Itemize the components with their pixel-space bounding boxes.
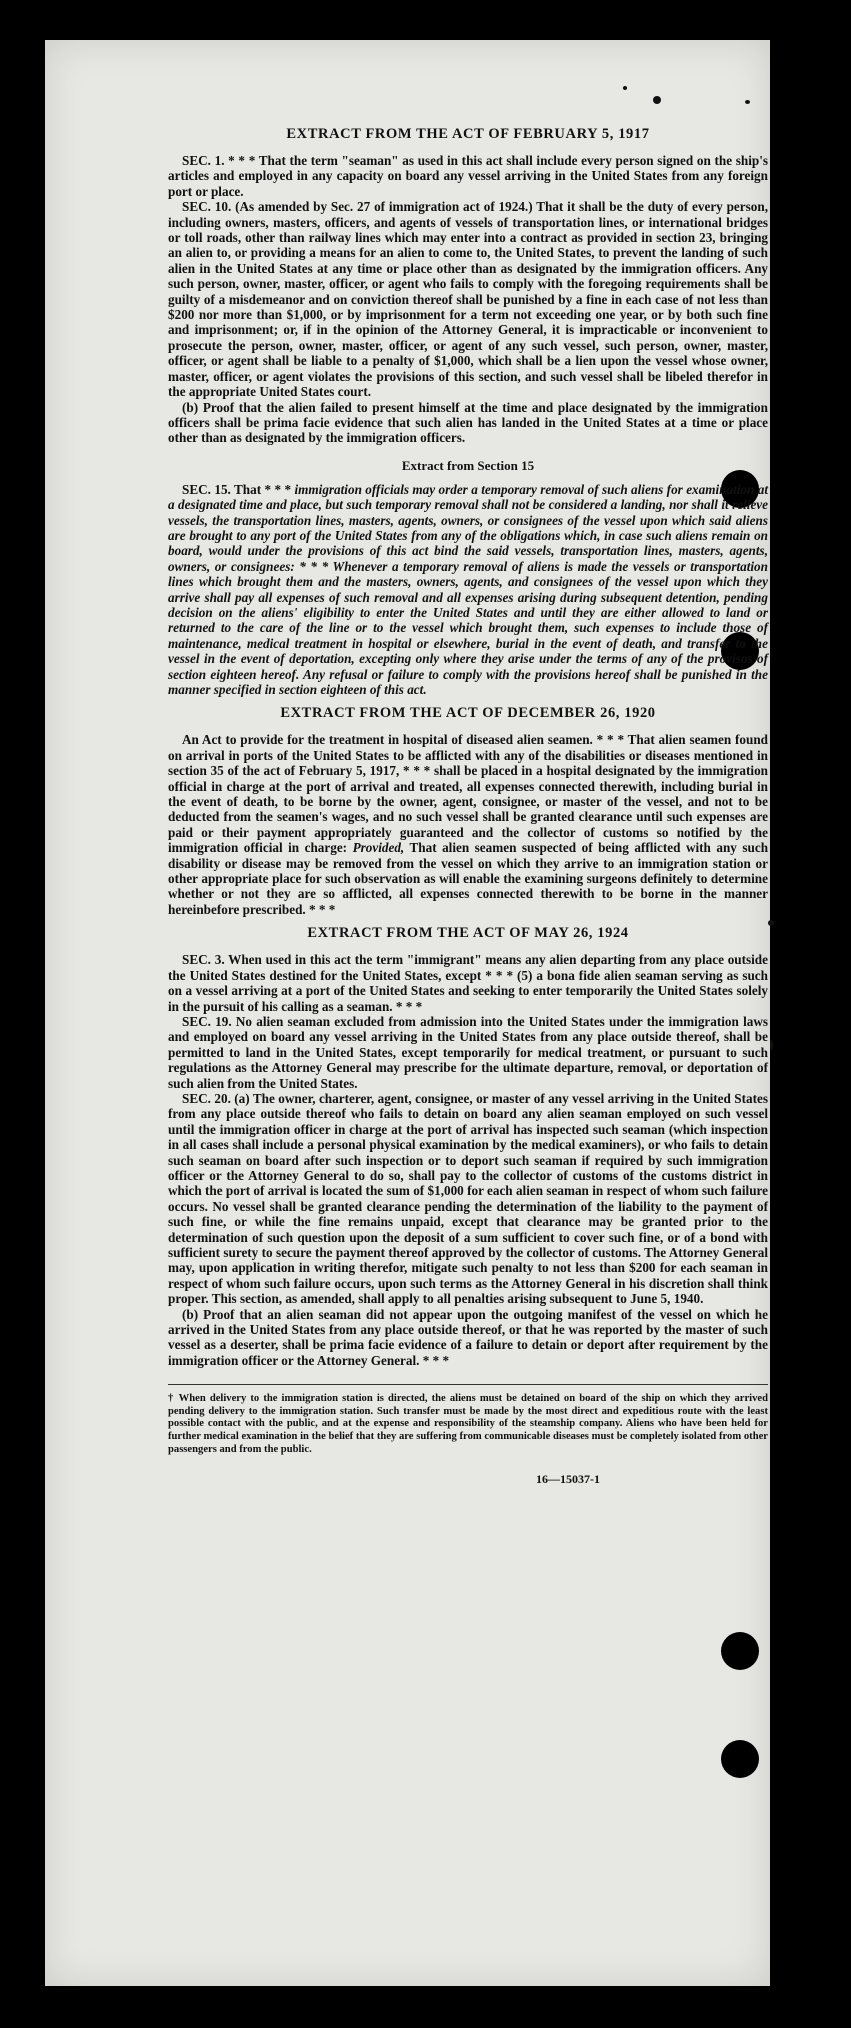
sec-1-paragraph: SEC. 1. * * * That the term "seaman" as used in this act shall include every person signed on the ship's articles and employed in any capacity on board any vessel arriving in the United States from any foreign port or place. [168, 153, 768, 199]
section-15-heading: Extract from Section 15 [401, 457, 535, 473]
act-1920-text: An Act to provide for the treatment in hospital of diseased alien seamen. * * * That alien seamen found on arrival in ports of the United States to be afflicted with any of the disabilities or diseases mentioned in section 35 of the act of February 5, 1917, * * * shall be placed in a hospital designated by the immigration official in charge at the port of arrival and treated, all expenses connected therewith, including burial in the event of death, to be borne by the owner, agent, consignee, or master of the vessel, and not to be deducted from the seamen's wages, and no such vessel shall be granted clearance until such expenses are paid or their payment appropriately guaranteed and the collector of customs so notified by the immigration official in charge: [168, 732, 768, 856]
form-code: 16—15037-1 [536, 1472, 600, 1487]
sec-15-paragraph [168, 482, 768, 698]
punch-hole [721, 1632, 759, 1670]
punch-hole [721, 1740, 759, 1778]
document-page [45, 40, 770, 1986]
provided-label: Provided, [352, 840, 405, 856]
act-1920-paragraph [168, 732, 768, 917]
sec-3-paragraph: SEC. 3. When used in this act the term "immigrant" means any alien departing from any place outside the United States destined for the United States, except * * * (5) a bona fide alien seaman serving as such on a vessel arriving at a port of the United States and seeking to enter temporarily the United States solely in the pursuit of his calling as a seaman. * * * [168, 952, 768, 1014]
act-1920-text-end: That alien seamen suspected of being afflicted with any such disability or disease may be removed from the vessel on which they arrive to an immigration station or other appropriate place for such observation as will enable the examining surgeons definitely to determine whether or not they are so afflicted, all expenses connected therewith to be borne in the manner hereinbefore prescribed. * * * [168, 840, 769, 917]
speck [768, 920, 774, 926]
sec-20-a-paragraph: SEC. 20. (a) The owner, charterer, agent, consignee, or master of any vessel arriving in the United States from any place outside thereof who fails to detain on board any alien seaman employed on such vessel until the immigration officer in charge at the port of arrival has inspected such seaman (which inspection in all cases shall include a personal physical examination by the medical examiners), or who fails to detain such seaman on board after such inspection or to deport such seaman if required by such immigration officer or the Attorney General to do so, shall pay to the collector of customs of the customs district in which the port of arrival is located the sum of $1,000 for each alien seaman in respect of whom such failure occurs. No vessel shall be granted clearance pending the determination of the liability to the payment of such fine, or while the fine remains unpaid, except that clearance may be granted prior to the determination of such question upon the deposit of a sum sufficient to cover such fine, or of a bond with sufficient surety to secure the payment thereof approved by the collector of customs. The Attorney General may, upon application in writing therefor, mitigate such penalty to not less than $200 for each seaman in respect of whom such failure occurs, upon such terms as the Attorney General in his discretion shall think proper. This section, as amended, shall apply to all penalties arising subsequent to June 5, 1940. [168, 1090, 768, 1307]
heading-1924: EXTRACT FROM THE ACT OF MAY 26, 1924 [307, 925, 629, 942]
footnote: † When delivery to the immigration station is directed, the aliens must be detained on board of the ship on which they arrived pending delivery to the immigration station. Such transfer must be made by the most direct and expeditious route with the least possible contact with the public, and at the expense and responsibility of the steamship company. Aliens who have been held for further medical examination in the belief that they are suffering from communicable diseases must be completely isolated from other passengers and from the public. [168, 1384, 768, 1456]
sec-19-paragraph: SEC. 19. No alien seaman excluded from admission into the United States under the immigration laws and employed on board any vessel arriving in the United States from any place outside thereof, shall be permitted to land in the United States, except temporarily for medical treatment, or pursuant to such regulations as the Attorney General may prescribe for the ultimate departure, removal, or deportation of such alien from the United States. [168, 1013, 768, 1091]
sec-10-b-paragraph: (b) Proof that the alien failed to present himself at the time and place designated by the immigration officers shall be prima facie evidence that such alien has landed in the United States at a time or place other than as designated by the immigration officers. [168, 399, 768, 446]
sec-15-text: immigration officials may order a temporary removal of such aliens for examination at a designated time and place, but such temporary removal shall not be considered a landing, nor shall it relieve vessels, the transportation lines, masters, agents, owners, or consignees of the vessel upon which said aliens are brought to any port of the United States from any of the obligations which, in case such aliens remain on board, would under the provisions of this act bind the said vessels, transportation lines, masters, agents, owners, or consignees: * * * Whenever a temporary removal of aliens is made the vessels or transportation lines which brought them and the masters, owners, agents, and consignees of the vessel upon which they arrive shall pay all expenses of such removal and all expenses arising during subsequent detention, pending decision on the aliens' eligibility to enter the United States and until they are either allowed to land or returned to the care of the line or to the vessel which brought them, such expenses to include those of maintenance, medical treatment in hospital or elsewhere, burial in the event of death, and transfer to the vessel in the event of deportation, excepting only where they arise under the terms of any of the provisos of section eighteen hereof. Any refusal or failure to comply with the provisions hereof shall be punished in the manner specified in section eighteen of this act. [168, 481, 768, 697]
sec-10-paragraph: SEC. 10. (As amended by Sec. 27 of immigration act of 1924.) That it shall be the duty of every person, including owners, masters, officers, and agents of vessels of transportation lines, or international bridges or toll roads, other than railway lines which may enter into a contract as provided in section 23, bringing an alien to, or providing a means for an alien to come to, the United States, to prevent the landing of such alien in the United States at any time or place other than as designated by the immigration officers. Any such person, owner, master, officer, or agent who fails to comply with the foregoing requirements shall be guilty of a misdemeanor and on conviction thereof shall be punished by a fine in each case of not less than $200 nor more than $1,000, or by imprisonment for a term not exceeding one year, or by both such fine and imprisonment; or, if in the opinion of the Attorney General, it is impracticable or inconvenient to prosecute the person, owner, master, officer, or agent of any such vessel, such person, owner, master, officer, or agent shall be liable to a penalty of $1,000, which shall be a lien upon the vessel whose owner, master, officer, or agent violates the provisions of this section, and such vessel shall be libeled therefor in the appropriate United States court. [168, 199, 768, 400]
speck [745, 100, 750, 104]
speck [623, 86, 627, 90]
heading-1920: EXTRACT FROM THE ACT OF DECEMBER 26, 1920 [280, 705, 656, 722]
sec-20-b-paragraph: (b) Proof that an alien seaman did not appear upon the outgoing manifest of the vessel on which he arrived in the United States from any place outside thereof, or that he was reported by the master of such vessel as a deserter, shall be prima facie evidence of a failure to detain or deport after requirement by the immigration officer or the Attorney General. * * * [168, 1306, 768, 1368]
document-body [168, 118, 768, 1487]
sec-15-lead: SEC. 15. That * * * [182, 481, 292, 497]
heading-1917: EXTRACT FROM THE ACT OF FEBRUARY 5, 1917 [286, 126, 650, 142]
speck [653, 96, 661, 104]
speck [770, 1040, 773, 1050]
